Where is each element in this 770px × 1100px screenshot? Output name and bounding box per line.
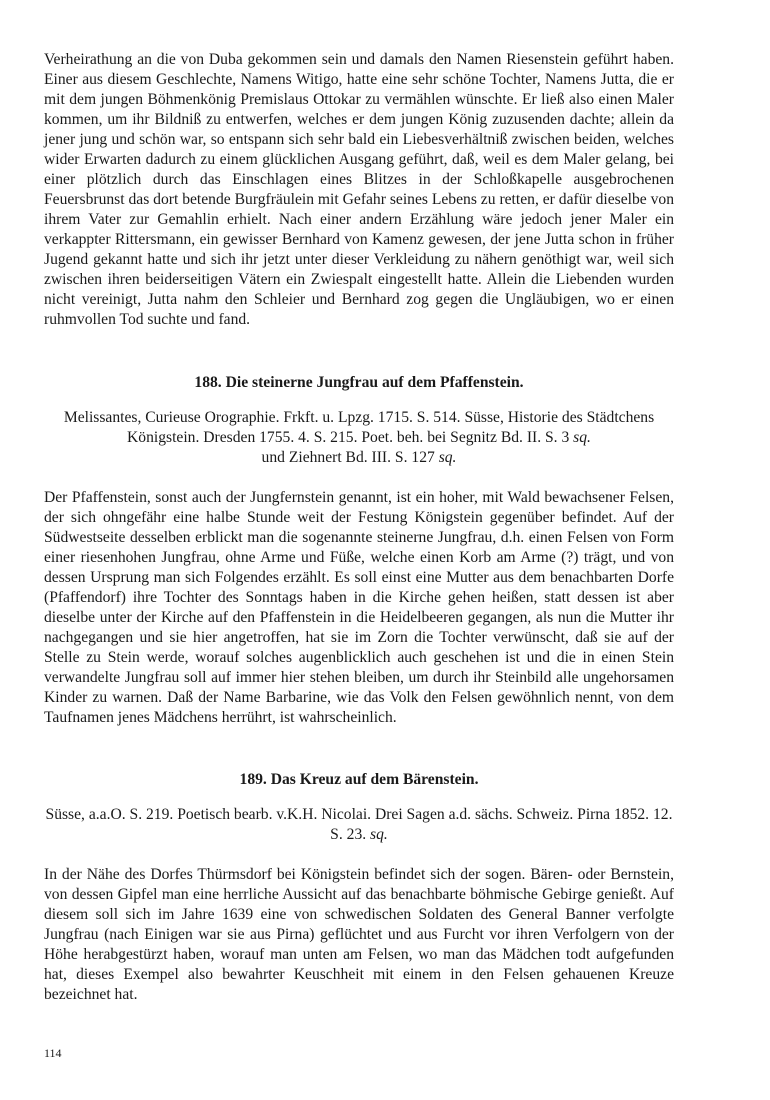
section-text-188: Der Pfaffenstein, sonst auch der Jungfernstein genannt, ist ein hoher, mit Wald bewachsener Felsen, der sich ohngefähr eine halbe Stunde weit der Festung Königstein gegenüber befindet. Auf der Südwestseite desselben erblickt man die sogenannte steinerne Jungfrau, d.h. einen Felsen von Form einer riesenhohen Jungfrau, ohne Arme und Füße, welche einen Korb am Arme (?) trägt, und von dessen Ursprung man sich Folgendes erzählt. Es soll einst eine Mutter aus dem benachbarten Dorfe (Pfaffendorf) ihre Tochter des Sonntags haben in die Kirche gehen heißen, statt dessen ist aber dieselbe unter der Kirche auf den Pfaffenstein in die Heidelbeeren gegangen, als nun die Mutter ihr nachgegangen und sie hier angetroffen, hat sie im Zorn die Tochter verwünscht, daß sie auf der Stelle zu Stein werde, worauf solches augenblicklich auch geschehen ist und die in einen Stein verwandelte Jungfrau soll auf immer hier stehen bleiben, um durch ihr Steinbild alle ungehorsamen Kinder zu warnen. Daß der Name Barbarine, wie das Volk den Felsen gewöhnlich nennt, von dem Taufnamen jenes Mädchens herrührt, ist wahrscheinlich. [44, 489, 674, 726]
source-citation-188-sq-b: sq. [438, 449, 457, 466]
section-heading-188: 188. Die steinerne Jungfrau auf dem Pfaffenstein. [194, 374, 524, 391]
paragraph-continued: Verheirathung an die von Duba gekommen sein und damals den Namen Riesenstein geführt haben. Einer aus diesem Geschlechte, Namens Witigo, hatte eine sehr schöne Tochter, Namens Jutta, die er mit dem jungen Böhmenkönig Premislaus Ottokar zu vermählen wünschte. Er ließ also einen Maler kommen, um ihr Bildniß zu entwerfen, welches er dem jungen König zuzusenden dachte; allein da jener jung und schön war, so entspann sich sehr bald ein Liebesverhältniß zwischen beiden, welches wider Erwarten dadurch zu einem glücklichen Ausgang geführt, daß, weil es dem Maler gelang, bei einer plötzlich durch das Einschlagen eines Blitzes in der Schloßkapelle ausgebrochenen Feuersbrunst das dort betende Burgfräulein mit Gefahr seines Lebens zu retten, er dafür dieselbe von ihrem Vater zur Gemahlin erhielt. Nach einer andern Erzählung wäre jedoch jener Maler ein verkappter Rittersmann, ein gewisser Bernhard von Kamenz gewesen, der jene Jutta schon in früher Jugend gekannt hatte und sich ihr jetzt unter dieser Verkleidung zu nähern genöthigt war, weil sich zwischen ihren beiderseitigen Vätern ein Zwiespalt eingestellt hatte. Allein die Liebenden wurden nicht vereinigt, Jutta nahm den Schleier und Bernhard zog gegen die Ungläubigen, wo er einen ruhmvollen Tod suchte und fand. [44, 51, 674, 328]
section-text-189: In der Nähe des Dorfes Thürmsdorf bei Königstein befindet sich der sogen. Bären- oder Bernstein, von dessen Gipfel man eine herrliche Aussicht auf das benachbarte böhmische Gebirge genießt. Auf diesem soll sich im Jahre 1639 eine von schwedischen Soldaten des General Banner verfolgte Jungfrau (nach Einigen war sie aus Pirna) geflüchtet und aus Furcht vor ihren Verfolgern von der Höhe herabgestürzt haben, worauf man unten am Felsen, wo man das Mädchen todt aufgefunden hat, dieses Exempel also bewahrter Keuschheit mit einem in den Felsen gehauenen Kreuze bezeichnet hat. [44, 866, 674, 1003]
page-number: 114 [44, 1046, 62, 1060]
source-citation-188-part-b: und Ziehnert Bd. III. S. 127 [261, 449, 439, 466]
section-heading-189: 189. Das Kreuz auf dem Bärenstein. [239, 771, 479, 788]
source-citation-189 [44, 805, 674, 845]
source-citation-188-part-a: Melissantes, Curieuse Orographie. Frkft. u. Lpzg. 1715. S. 514. Süsse, Historie des Städtchens Königstein. Dresden 1755. 4. S. 215. Poet. beh. bei Segnitz Bd. II. S. 3 [63, 409, 655, 446]
source-citation-189-part-a: Süsse, a.a.O. S. 219. Poetisch bearb. v.K.H. Nicolai. Drei Sagen a.d. sächs. Schweiz. Pirna 1852. 12. S. 23. [45, 806, 673, 843]
source-citation-188-sq-a: sq. [573, 429, 591, 446]
source-citation-188 [44, 408, 674, 468]
source-citation-189-sq-a: sq. [370, 826, 388, 843]
